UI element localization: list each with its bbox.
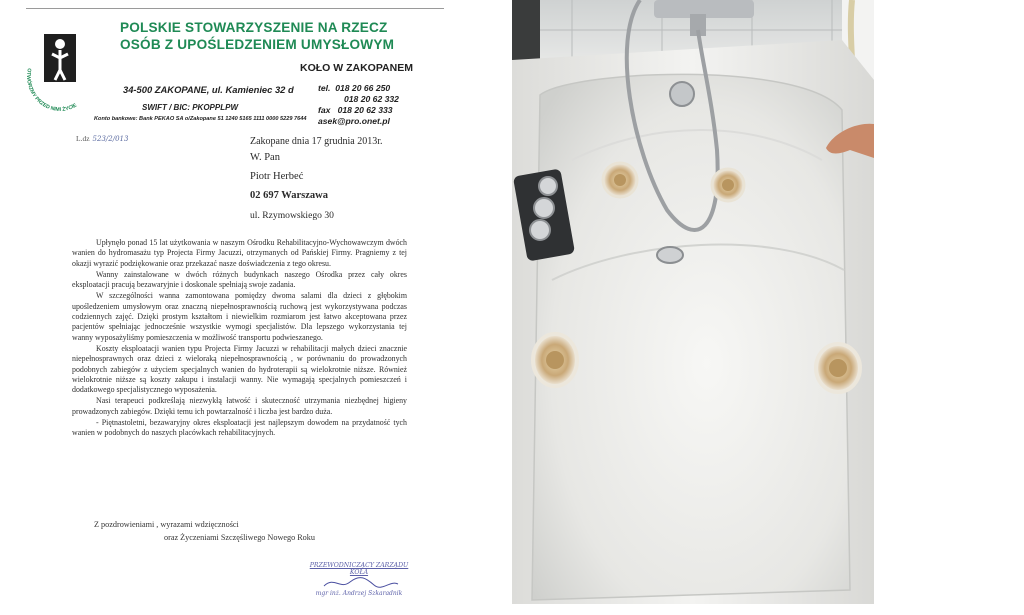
org-name-line2: OSÓB Z UPOŚLEDZENIEM UMYSŁOWYM [120,37,395,52]
reference-value: 523/2/013 [92,135,129,143]
handwritten-signature [304,576,414,590]
paragraph-2: Wanny zainstalowane w dwóch różnych budynkach naszego Ośrodka przez cały okres eksploatacji pracują bezawaryjnie i doskonale spełniają swoje zadania. [72,269,407,290]
contact-block [318,83,399,127]
letter-date: Zakopane dnia 17 grudnia 2013r. [250,136,383,147]
jet-lower-left-icon [533,334,577,386]
closing-line-1: Z pozdrowieniami , wyrazami wdzięczności [94,520,239,529]
closing-line-2: oraz Życzeniami Szczęśliwego Nowego Roku [164,533,315,542]
overflow-drain-icon [670,82,694,106]
letter-body [72,238,407,440]
fax-label: fax [318,105,331,115]
closing-block [94,518,315,544]
recipient-line-3: 02 697 Warszawa [250,190,328,201]
paragraph-5: Nasi terapeuci podkreślają niezwykłą łatwość i skuteczność utrzymania niezbędnej higieny prowadzonych zabiegów. Dzięki temu ich powtarzalność i liczba jest bardzo duża. [72,396,407,416]
org-name-line1: POLSKIE STOWARZYSZENIE NA RZECZ [120,20,388,35]
email-address: asek@pro.onet.pl [318,116,390,126]
paragraph-6: - Piętnastoletni, bezawaryjny okres eksploatacji jest najlepszym dowodem na przydatność tych wanien w podobnych do naszych placówkach rehabilitacyjnych. [72,418,407,438]
jet-upper-left-icon [603,163,637,197]
recipient-line-2: Piotr Herbeć [250,171,304,182]
swift-code: SWIFT / BIC: PKOPPLPW [142,103,238,112]
reference-number [76,134,128,143]
stamp-name: mgr inż. Andrzej Szkaradnik [315,590,403,597]
header-rule [26,8,444,9]
fax-number: 018 20 62 333 [337,105,393,115]
tel-1: 018 20 66 250 [335,83,391,93]
stamp-title: PRZEWODNICZĄCY ZARZĄDU KOŁA [309,562,409,576]
tel-label: tel. [318,83,331,93]
paragraph-4: Koszty eksploatacji wanien typu Projecta Firmy Jacuzzi w rehabilitacji małych dzieci znacznie niepełnosprawnych oraz dzieci z wieloraką niepełnosprawnością , w porównaniu do prowadzonych podobnych zabiegów z użyciem specjalnych wanien do hydroterapii są wielokrotnie niższe. Również wielokrotnie niższe są koszty zakupu i instalacji wanny. Nie wymagają specjalnych pomieszczeń i dodatkowego specjalistycznego wyposażenia. [72,343,407,395]
bank-account: Konto bankowe: Bank PEKAO SA o/Zakopane 51 1240 5165 1111 0000 5229 7644 [94,116,307,122]
logo-motto: OTWÓRZMY PRZED NIMI ŻYCIE [25,67,78,113]
tel-2: 018 20 62 332 [344,94,399,104]
paragraph-3: W szczególności wanna zamontowana pomiędzy dwoma salami dla dzieci z głębokim upośledzeniem umysłowym oraz znaczną niepełnosprawnością ruchową jest wykorzystywana podczas codziennych zajęć. Dzięki prostym kształtom i niewielkim rozmiarom jest łatwo akceptowana przez pacjentów spełniając jednocześnie wszystkie wymogi specjalistów. Dla lepszego wykorzystania tej wanny wyposażyliśmy pomieszczenia w możliwość transportu podwieszanego. [72,291,407,342]
recipient-line-4: ul. Rzymowskiego 30 [250,210,334,221]
jet-lower-right-icon [816,344,860,392]
bathtub-illustration [512,0,874,604]
bathtub-photo [512,0,874,604]
letter-document [0,0,455,615]
drain-icon [657,247,683,263]
recipient-line-1: W. Pan [250,152,280,163]
org-address: 34-500 ZAKOPANE, ul. Kamieniec 32 d [123,84,294,95]
branch-name: KOŁO W ZAKOPANEM [300,62,413,74]
signature-stamp [304,562,414,597]
tub-basin [532,74,850,600]
paragraph-1: Upłynęło ponad 15 lat użytkowania w naszym Ośrodku Rehabilitacyjno-Wychowawczym dwóch wanien do hydromasażu typ Projecta Firmy Jacuzzi, otrzymanych od Pańskiej Firmy. Pragniemy z tej okazji wyrazić podziękowanie oraz przekazać nasze doświadczenia z tego okresu. [72,238,407,268]
organization-logo [22,24,102,114]
jet-upper-right-icon [712,169,744,201]
reference-label: L.dz [76,134,90,143]
